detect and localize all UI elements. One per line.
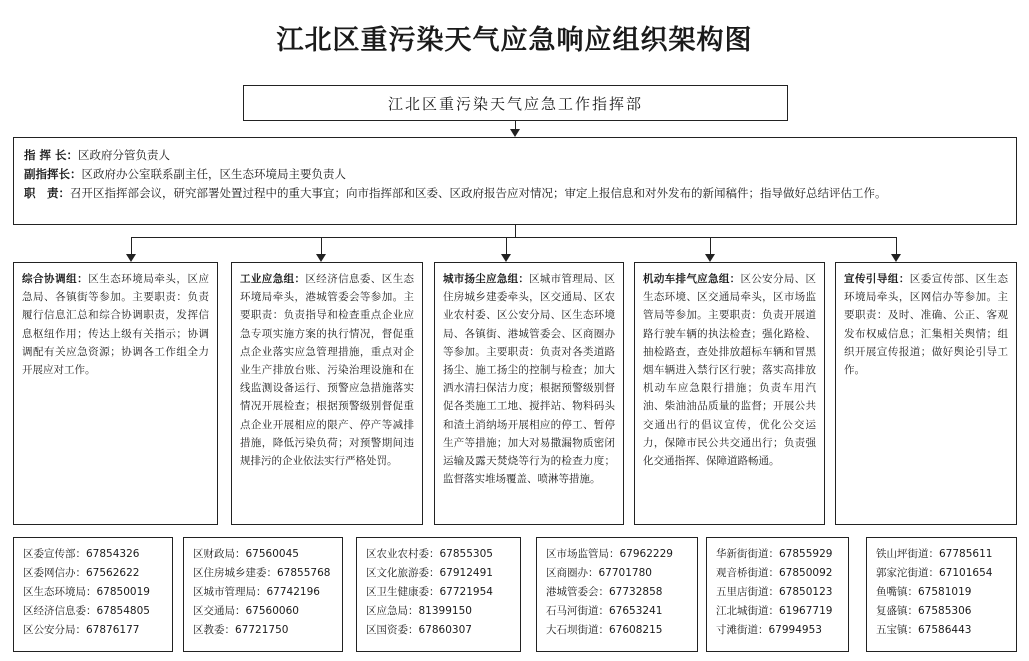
arrow-down-icon bbox=[891, 254, 901, 262]
page-title: 江北区重污染天气应急响应组织架构图 bbox=[276, 25, 753, 56]
connector-line bbox=[896, 237, 897, 254]
contact-entry: 区商圈办：67701780 bbox=[546, 567, 652, 579]
group-name: 城市扬尘应急组： bbox=[443, 273, 530, 285]
contact-entry: 区财政局：67560045 bbox=[193, 548, 299, 560]
contact-entry: 区经济信息委：67854805 bbox=[23, 605, 150, 617]
contact-entry: 铁山坪街道：67785611 bbox=[876, 548, 993, 560]
contact-entry: 港城管委会：67732858 bbox=[546, 586, 663, 598]
group-box-vehicle-emissions bbox=[634, 262, 825, 525]
contact-entry: 五宝镇：67586443 bbox=[876, 624, 972, 636]
contact-entry: 区公安分局：67876177 bbox=[23, 624, 140, 636]
contact-entry: 区国资委：67860307 bbox=[366, 624, 472, 636]
commander-label: 指 挥 长： bbox=[24, 148, 79, 162]
contact-entry: 区委宣传部：67854326 bbox=[23, 548, 140, 560]
contact-entry: 石马河街道：67653241 bbox=[546, 605, 663, 617]
contact-box bbox=[13, 537, 173, 652]
group-description: 区生态环境局牵头，区应急局、各镇街等参加。主要职责：负责履行信息汇总和综合协调职责，发挥信息枢纽作用；传达上级有关指示；协调调配有关应急资源；协调各工作组全力开展应对工作。 bbox=[22, 273, 209, 377]
duty-row bbox=[24, 184, 1006, 203]
group-box-comprehensive-coordination bbox=[13, 262, 218, 525]
group-name: 综合协调组： bbox=[22, 273, 89, 285]
arrow-down-icon bbox=[501, 254, 511, 262]
connector-line bbox=[515, 225, 516, 237]
contact-entry: 区教委：67721750 bbox=[193, 624, 289, 636]
duty-value: 召开区指挥部会议，研究部署处置过程中的重大事宜；向市指挥部和区委、区政府报告应对情况；审定上报信息和对外发布的新闻稿件；指导做好总结评估工作。 bbox=[70, 186, 887, 200]
contact-box bbox=[706, 537, 849, 652]
contact-box bbox=[356, 537, 521, 652]
contact-entry: 大石坝街道：67608215 bbox=[546, 624, 663, 636]
group-description: 区委宣传部、区生态环境局牵头，区网信办等参加。主要职责：及时、准确、公正、客观发布权威信息；汇集相关舆情；组织开展宣传报道；做好舆论引导工作。 bbox=[844, 273, 1009, 377]
group-name: 宣传引导组： bbox=[844, 273, 910, 285]
arrow-down-icon bbox=[126, 254, 136, 262]
contact-entry: 五里店街道：67850123 bbox=[716, 586, 833, 598]
contact-entry: 复盛镇：67585306 bbox=[876, 605, 972, 617]
arrow-down-icon bbox=[510, 129, 520, 137]
connector-line bbox=[710, 237, 711, 254]
contact-entry: 区文化旅游委：67912491 bbox=[366, 567, 493, 579]
arrow-down-icon bbox=[705, 254, 715, 262]
deputy-commander-value: 区政府办公室联系副主任，区生态环境局主要负责人 bbox=[81, 167, 346, 181]
group-description: 区城市管理局、区住房城乡建委牵头，区交通局、区农业农村委、区公安分局、区生态环境局、各镇街、港城管委会、区商圈办等参加。主要职责：负责对各类道路扬尘、施工扬尘的控制与检查；加大洒水清扫保洁力度；根据预警级别督促各类施工工地、搅拌站、物料码头和渣土消纳场开展相应的停工、暂停生产等措施；加大对易撒漏物质密闭运输及露天焚烧等行为的检查力度；监督落实堆场覆盖、喷淋等措施。 bbox=[443, 273, 616, 486]
contact-box bbox=[866, 537, 1017, 652]
connector-line bbox=[515, 121, 516, 129]
leadership-box bbox=[13, 137, 1017, 225]
contact-entry: 区生态环境局：67850019 bbox=[23, 586, 150, 598]
connector-line bbox=[321, 237, 322, 254]
contact-box bbox=[183, 537, 343, 652]
connector-line bbox=[506, 237, 507, 254]
group-description: 区公安分局、区生态环境、区交通局牵头，区市场监管局等参加。主要职责：负责开展道路行驶车辆的执法检查；强化路检、抽检路查，查处排放超标车辆和冒黑烟车辆进入禁行区行驶；落实高排放机动车应急限行措施；负责车用汽油、柴油油品质量的监督；开展公共交通出行的倡议宣传，优化公交运力，保障市民公共交通出行；负责强化交通指挥、保障道路畅通。 bbox=[643, 273, 816, 468]
group-name: 工业应急组： bbox=[240, 273, 306, 285]
connector-line bbox=[131, 237, 132, 254]
contact-entry: 区农业农村委：67855305 bbox=[366, 548, 493, 560]
group-box-urban-dust bbox=[434, 262, 624, 525]
contact-box bbox=[536, 537, 698, 652]
contact-entry: 区卫生健康委：67721954 bbox=[366, 586, 493, 598]
commander-row bbox=[24, 146, 1006, 165]
group-box-publicity-guidance bbox=[835, 262, 1017, 525]
contact-entry: 区住房城乡建委：67855768 bbox=[193, 567, 331, 579]
group-box-industrial-emergency bbox=[231, 262, 423, 525]
duty-label: 职 责： bbox=[24, 186, 70, 200]
contact-entry: 寸滩街道：67994953 bbox=[716, 624, 822, 636]
contact-entry: 观音桥街道：67850092 bbox=[716, 567, 833, 579]
commander-value: 区政府分管负责人 bbox=[78, 148, 171, 162]
contact-entry: 区市场监管局：67962229 bbox=[546, 548, 673, 560]
group-name: 机动车排气应急组： bbox=[643, 273, 741, 285]
contact-entry: 区交通局：67560060 bbox=[193, 605, 299, 617]
contact-entry: 华新街街道：67855929 bbox=[716, 548, 833, 560]
contact-entry: 区应急局：81399150 bbox=[366, 605, 472, 617]
group-description: 区经济信息委、区生态环境局牵头，港城管委会等参加。主要职责：负责指导和检查重点企业应急专项实施方案的执行情况，督促重点企业落实应急管理措施，重点对企业生产排放台账、污染治理设施和在线监测设备运行、预警应急措施落实情况开展检查；根据预警级别督促重点企业开展相应的限产、停产等减排措施，降低污染负荷；对预警期间违规排污的企业依法实行严格处罚。 bbox=[240, 273, 415, 468]
arrow-down-icon bbox=[316, 254, 326, 262]
headquarters-label: 江北区重污染天气应急工作指挥部 bbox=[387, 94, 643, 113]
headquarters-box bbox=[243, 85, 788, 121]
deputy-commander-row bbox=[24, 165, 1006, 184]
deputy-commander-label: 副指挥长： bbox=[24, 167, 82, 181]
contact-entry: 区委网信办：67562622 bbox=[23, 567, 140, 579]
connector-line bbox=[131, 237, 896, 238]
contact-entry: 郭家沱街道：67101654 bbox=[876, 567, 993, 579]
contact-entry: 江北城街道：61967719 bbox=[716, 605, 833, 617]
contact-entry: 鱼嘴镇：67581019 bbox=[876, 586, 972, 598]
contact-entry: 区城市管理局：67742196 bbox=[193, 586, 320, 598]
